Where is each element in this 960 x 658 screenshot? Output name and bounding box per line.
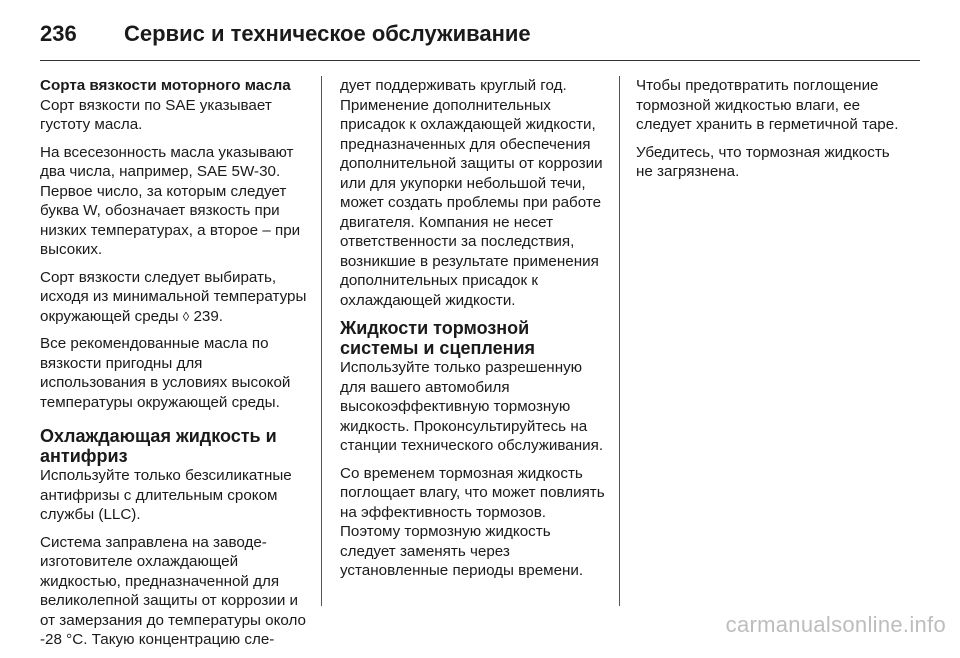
paragraph: Система заправлена на заводе-изготовителе охлаждающей жидкостью, предназначенной для великолепной защиты от коррозии и от замерзания до температуры около -28 °C. Такую концентрацию сле- (40, 533, 307, 648)
paragraph-text: Сорт вязкости следует выбирать, исходя из минимальной температуры окружающей среды (40, 268, 307, 325)
paragraph: Со временем тормозная жидкость поглощает влагу, что может повлиять на эффективность тормозов. Поэтому тормозную жидкость следует заменять через установленные периоды времени. (340, 464, 605, 579)
page-number: 236 (40, 21, 77, 46)
page-title: Сервис и техническое обслуживание (124, 21, 531, 46)
paragraph: дует поддерживать круглый год. Применение дополнительных присадок к охлаждающей жидкости, предназначенных для обеспечения дополнительной защиты от коррозии или для укупорки небольшой течи, может создать проблемы при работе двигателя. Компания не несет ответственности за последствия, возникшие в результате применения дополнительных присадок к охлаждающей жидкости. (340, 77, 603, 309)
paragraph: Чтобы предотвратить поглощение тормозной жидкостью влаги, ее следует хранить в герметичной таре. (636, 77, 899, 133)
coolant-heading: Охлаждающая жидкость и антифриз (40, 426, 277, 466)
paragraph: Убедитесь, что тормозная жидкость не загрязнена. (636, 143, 890, 180)
paragraph: Используйте только разрешенную для вашего автомобиля высокоэффективную тормозную жидкость. Проконсультируйтесь на станции технического обслуживания. (340, 359, 604, 454)
paragraph: Сорт вязкости по SAE указывает густоту масла. (40, 96, 272, 133)
column-divider (619, 76, 620, 606)
watermark: carmanualsonline.info (725, 612, 946, 637)
page-ref-number: 239. (193, 307, 224, 325)
paragraph (40, 268, 308, 327)
page-reference[interactable] (183, 308, 223, 325)
paragraph: Используйте только безсиликатные антифризы с длительным сроком службы (LLC). (40, 467, 292, 523)
column-1 (40, 76, 308, 658)
paragraph: Все рекомендованные масла по вязкости пригодны для использования в условиях высокой температуры окружающей среды. (40, 335, 291, 411)
page-header (40, 14, 920, 54)
page-ref-icon: ◊ (182, 308, 190, 324)
brake-fluid-heading: Жидкости тормозной системы и сцепления (340, 318, 536, 358)
header-rule (40, 60, 920, 61)
paragraph: На всесезонность масла указывают два числа, например, SAE 5W-30. Первое число, за которым следует буква W, обозначает вязкость при низких температурах, а второе – при высоких. (40, 143, 301, 258)
oil-viscosity-heading: Сорта вязкости моторного масла (40, 77, 291, 94)
column-divider (321, 76, 322, 606)
column-2 (340, 76, 606, 589)
column-3 (636, 76, 906, 190)
